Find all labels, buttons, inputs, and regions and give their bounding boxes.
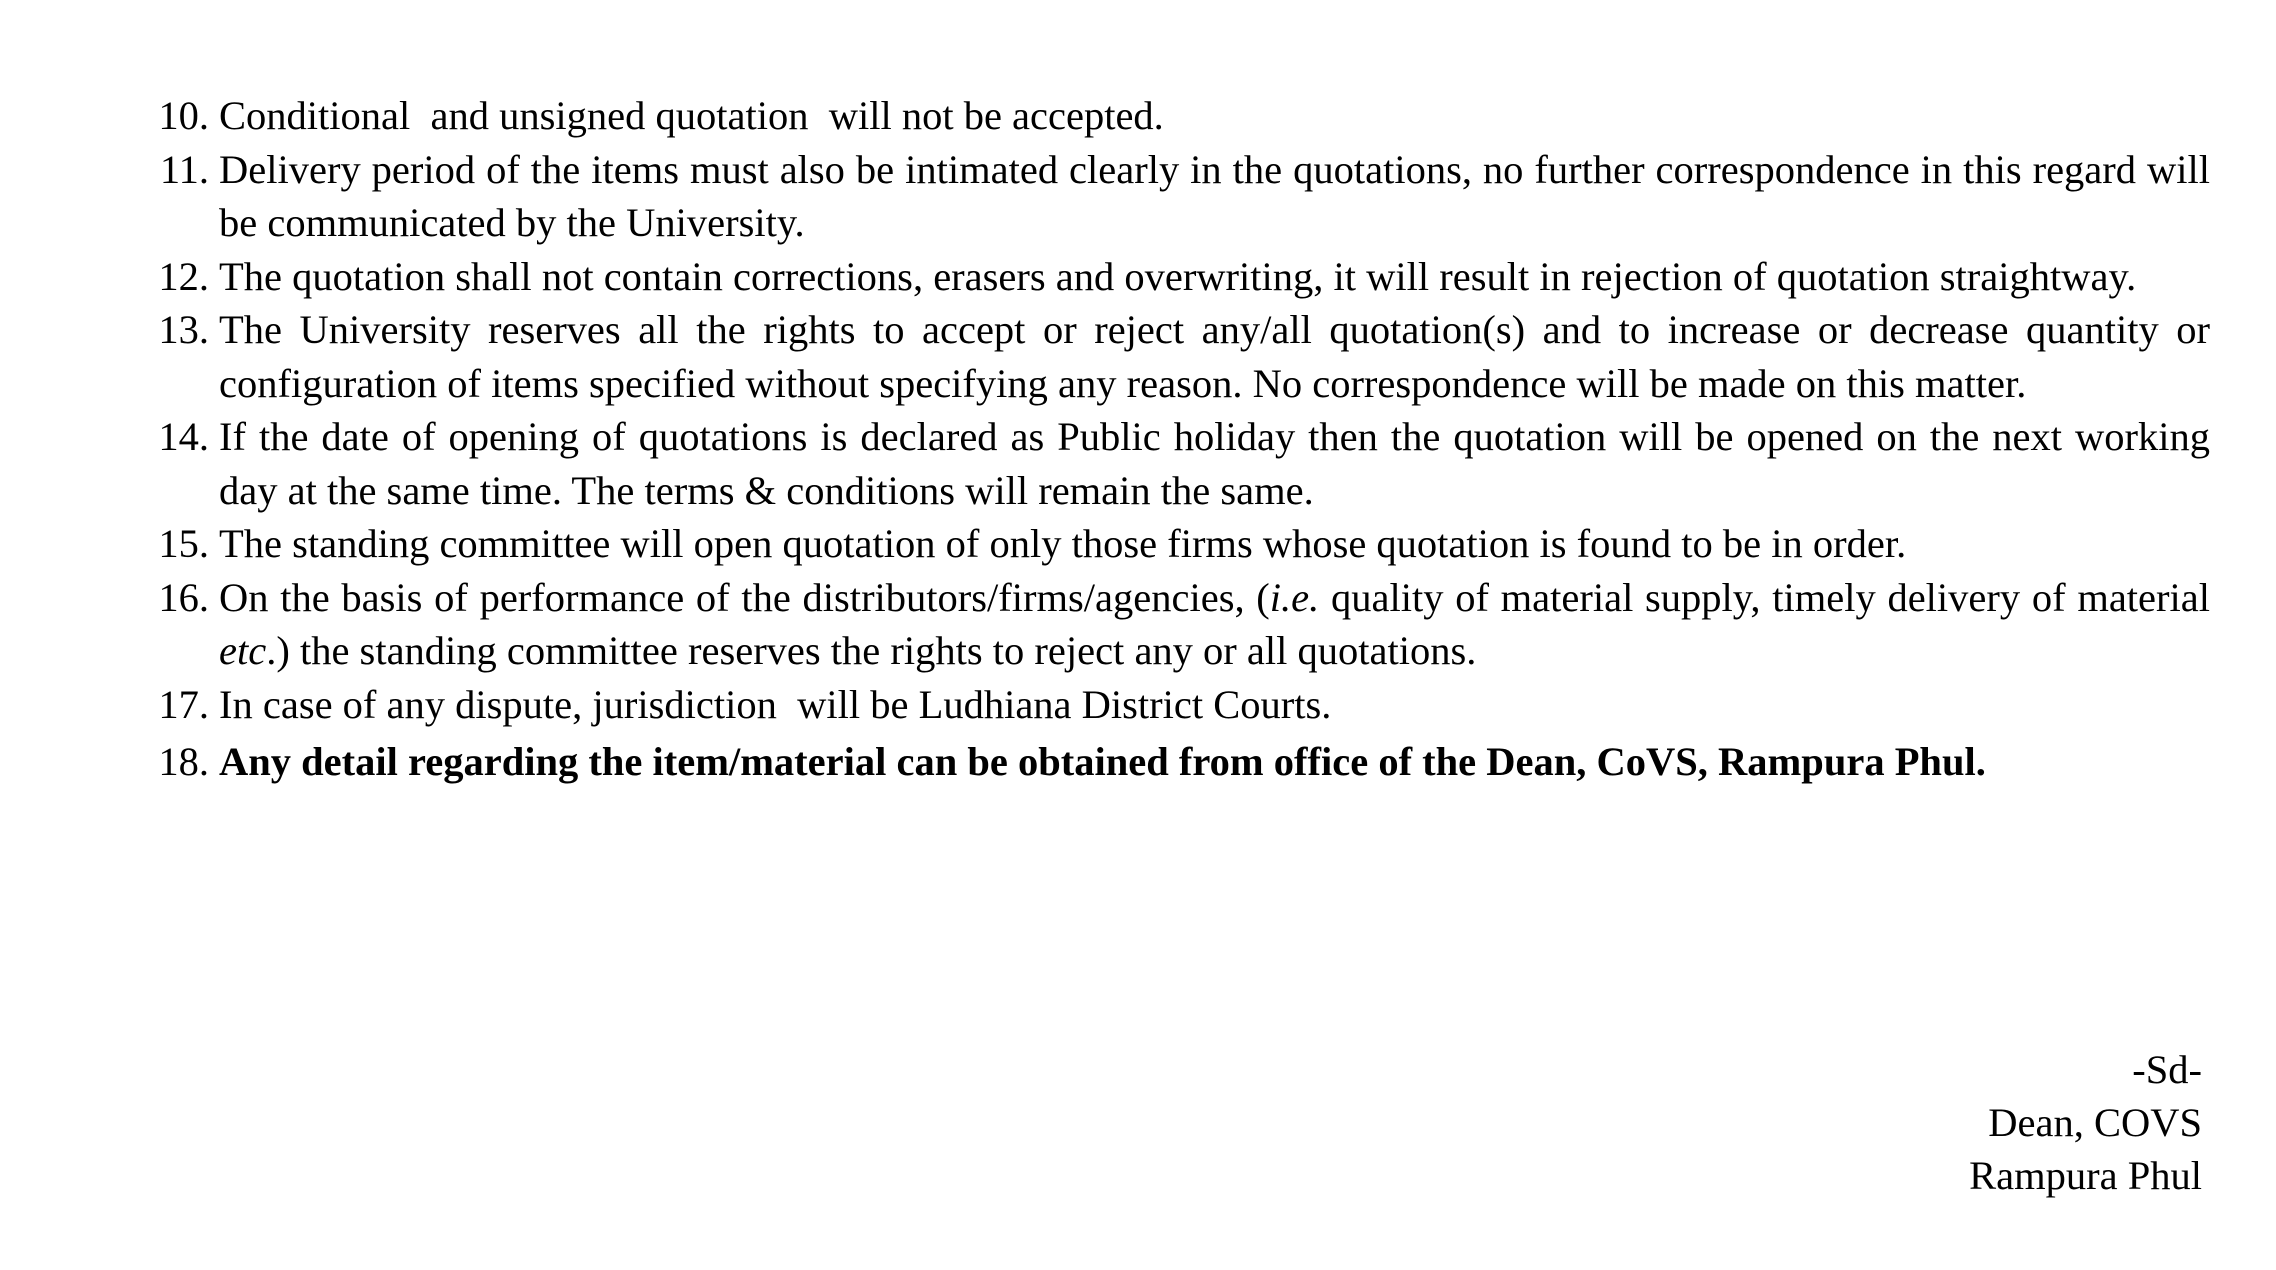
item-text: The University reserves all the rights to accept or reject any/all quotation(s) and to increase or decrease quantity or configuration of items specified without specifying any reason. No correspondence will be made on this matter. xyxy=(219,307,2210,406)
italic-etc: etc xyxy=(219,628,267,673)
item-text: The quotation shall not contain corrections, erasers and overwriting, it will result in rejection of quotation straightway. xyxy=(219,253,2137,299)
list-item xyxy=(140,250,2210,304)
terms-list xyxy=(140,89,2210,789)
item-number: 13. xyxy=(158,307,209,352)
item-text xyxy=(219,571,2210,678)
list-item xyxy=(140,517,2210,571)
item-number: 14. xyxy=(158,414,209,459)
item-text: Any detail regarding the item/material can be obtained from office of the Dean, CoVS, Rampura Phul. xyxy=(219,739,1986,784)
item-number: 15. xyxy=(158,521,209,566)
item-text-part: .) the standing committee reserves the rights to reject any or all quotations. xyxy=(266,628,1477,673)
item-text: Conditional and unsigned quotation will not be accepted. xyxy=(219,93,1164,138)
item-number: 10. xyxy=(158,93,209,138)
signature-block xyxy=(1969,1043,2202,1202)
item-text-part: On the basis of performance of the distributors/firms/agencies, ( xyxy=(219,574,1270,620)
list-item xyxy=(140,143,2210,250)
list-item xyxy=(140,410,2210,517)
list-item xyxy=(140,89,2210,143)
signature-place: Rampura Phul xyxy=(1969,1153,2202,1198)
item-number: 12. xyxy=(158,253,209,299)
item-text: In case of any dispute, jurisdiction will be Ludhiana District Courts. xyxy=(219,681,1332,727)
list-item xyxy=(140,571,2210,678)
list-item xyxy=(140,735,2210,789)
list-item xyxy=(140,303,2210,410)
item-number: 17. xyxy=(158,681,209,727)
item-text: The standing committee will open quotation of only those firms whose quotation is found to be in order. xyxy=(219,521,1907,566)
signature-title: Dean, COVS xyxy=(1988,1100,2202,1145)
item-text: Delivery period of the items must also be intimated clearly in the quotations, no further correspondence in this regard will be communicated by the University. xyxy=(219,146,2210,245)
italic-ie: i.e. xyxy=(1269,574,1320,620)
signature-sd: -Sd- xyxy=(2132,1047,2202,1092)
item-text: If the date of opening of quotations is declared as Public holiday then the quotation will be opened on the next working day at the same time. The terms & conditions will remain the same. xyxy=(219,414,2210,513)
list-item xyxy=(140,678,2210,732)
item-number: 11. xyxy=(159,146,209,192)
item-text-part: quality of material supply, timely delivery of material xyxy=(1319,574,2210,620)
item-number: 18. xyxy=(158,739,209,784)
item-number: 16. xyxy=(158,574,209,620)
